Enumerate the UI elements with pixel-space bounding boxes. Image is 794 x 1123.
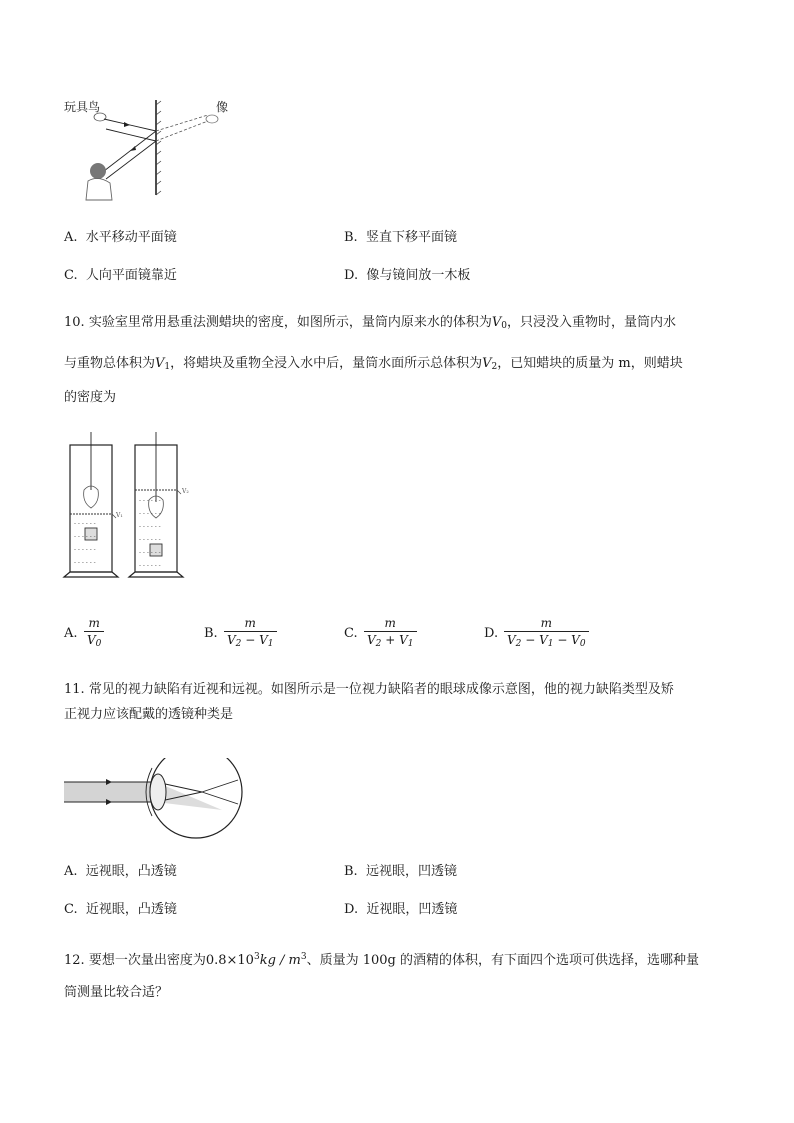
q11-number: 11. xyxy=(64,682,85,697)
q10-line1: 10. 实验室里常用悬重法测蜡块的密度，如图所示，量筒内原来水的体积为$V_0$，只浸没入重物时，量筒内水 xyxy=(64,315,676,331)
density-value: 0.8×10 xyxy=(205,953,254,968)
svg-text:- - - - - -: - - - - - - xyxy=(74,520,96,527)
q10-option-c-fraction: m $V_2 + V_1$ xyxy=(364,615,417,652)
mirror-diagram xyxy=(60,95,250,205)
eye-diagram xyxy=(62,758,248,858)
q10-option-d[interactable]: D. xyxy=(484,626,499,641)
q10-option-b-fraction: m $V_2 - V_1$ xyxy=(224,615,277,652)
q10-option-b[interactable]: B. xyxy=(204,626,218,641)
svg-text:- - - - - -: - - - - - - xyxy=(139,562,161,569)
svg-text:- - - - - -: - - - - - - xyxy=(74,546,96,553)
q10-line2: 与重物总体积为$V_1$，将蜡块及重物全浸入水中后，量筒水面所示总体积为$V_2$，已知蜡块的质量为 m，则蜡块 xyxy=(64,356,683,372)
q12-line2: 筒测量比较合适？ xyxy=(64,985,169,1000)
svg-text:- - - - - -: - - - - - - xyxy=(74,559,96,566)
fraction-denominator: $V_2 - V_1 - V_0$ xyxy=(507,633,586,649)
svg-text:- - - - - -: - - - - - - xyxy=(139,523,161,530)
cylinders-diagram xyxy=(60,430,200,580)
svg-text:- - - - - -: - - - - - - xyxy=(74,533,96,540)
q10-line3: 的密度为 xyxy=(64,390,117,405)
q9-option-a[interactable]: A. 水平移动平面镜 xyxy=(64,230,177,245)
q12-number: 12. xyxy=(64,953,85,968)
q9-option-b[interactable]: B. 竖直下移平面镜 xyxy=(344,230,457,245)
q10-option-d-fraction: m $V_2 - V_1 - V_0$ xyxy=(504,615,589,652)
q11-line1: 11. 常见的视力缺陷有近视和远视。如图所示是一位视力缺陷者的眼球成像示意图，他的视力缺陷类型及矫 xyxy=(64,682,674,697)
q9-option-d[interactable]: D. 像与镜间放一木板 xyxy=(344,268,471,283)
q11-line2: 正视力应该配戴的透镜种类是 xyxy=(64,707,234,722)
label-image: 像 xyxy=(216,100,229,114)
q10-option-c[interactable]: C. xyxy=(344,626,358,641)
q10-option-a-fraction: m $V_0$ xyxy=(84,615,104,652)
fraction-denominator: $V_2 - V_1$ xyxy=(227,633,274,649)
q11-option-d[interactable]: D. 近视眼，凹透镜 xyxy=(344,902,458,917)
svg-text:- - - - - -: - - - - - - xyxy=(139,549,161,556)
svg-text:- - - - - -: - - - - - - xyxy=(139,510,161,517)
label-v1: V₁ xyxy=(116,512,123,519)
q10-number: 10. xyxy=(64,315,85,330)
fraction-denominator: $V_0$ xyxy=(87,633,102,649)
q11-option-c[interactable]: C. 近视眼，凸透镜 xyxy=(64,902,177,917)
fraction-denominator: $V_2 + V_1$ xyxy=(367,633,414,649)
q11-option-b[interactable]: B. 远视眼，凹透镜 xyxy=(344,864,457,879)
density-unit: kg / m xyxy=(259,953,301,968)
q9-option-c[interactable]: C. 人向平面镜靠近 xyxy=(64,268,177,283)
q12-line1: 12. 要想一次量出密度为$0.8\times 10^3kg / m^3$、质量为 100g 的酒精的体积，有下面四个选项可供选择，选哪种量 xyxy=(64,952,699,968)
svg-text:- - - - - -: - - - - - - xyxy=(139,536,161,543)
svg-text:- - - - - -: - - - - - - xyxy=(139,497,161,504)
label-v2: V₂ xyxy=(182,488,189,495)
q10-option-a[interactable]: A. xyxy=(64,626,78,641)
label-toy-bird: 玩具鸟 xyxy=(64,100,101,114)
q11-option-a[interactable]: A. 远视眼，凸透镜 xyxy=(64,864,177,879)
